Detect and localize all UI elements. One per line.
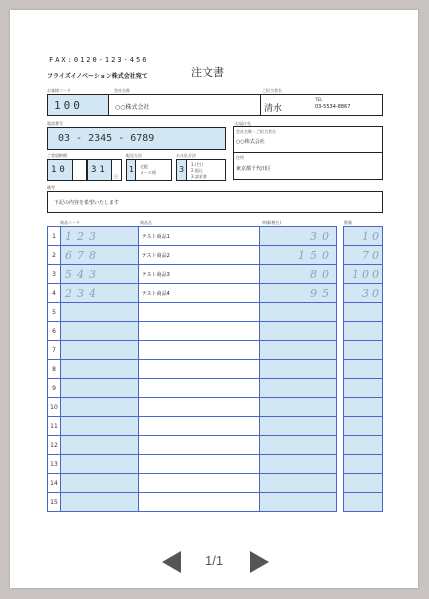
- table-row: [344, 474, 383, 493]
- price-value: 95: [310, 286, 334, 300]
- price-value: [334, 306, 336, 319]
- name-value: [139, 405, 142, 411]
- table-row: [344, 246, 383, 265]
- shipping-number: 1: [129, 165, 135, 174]
- addressee: フライズイノベーション株式会社宛て: [47, 73, 148, 80]
- code-cell: [60, 322, 138, 341]
- name-cell: [138, 398, 259, 417]
- price-value: 80: [310, 267, 334, 281]
- price-value: 30: [310, 229, 334, 243]
- code-value: [61, 439, 65, 452]
- date-month-value: 10: [51, 165, 68, 175]
- qty-cell: [344, 398, 383, 417]
- items-table-body: [48, 227, 337, 512]
- name-cell: [138, 322, 259, 341]
- col-header-code: 商品コード: [60, 220, 80, 225]
- delivery-company-label: 会社名称・ご担当者名: [236, 129, 276, 134]
- table-row: [344, 265, 383, 284]
- qty-cell: [344, 493, 383, 512]
- table-row: [48, 227, 337, 246]
- table-row: [48, 398, 337, 417]
- code-value: 123: [64, 229, 101, 243]
- name-value: [139, 443, 142, 449]
- table-row: [344, 284, 383, 303]
- table-row: [344, 379, 383, 398]
- price-cell: [260, 360, 337, 379]
- triangle-left-icon[interactable]: [162, 551, 181, 573]
- row-number: 10: [48, 398, 61, 417]
- document-title: 注文書: [191, 66, 224, 79]
- qty-table-body: [344, 227, 383, 512]
- price-value: [334, 458, 336, 471]
- shipping-option: メール便: [140, 170, 156, 175]
- name-cell: [138, 265, 259, 284]
- code-cell: [60, 493, 138, 512]
- code-cell: [60, 455, 138, 474]
- date-month-field: [47, 159, 73, 181]
- qty-cell: [344, 227, 383, 246]
- company-value: ○○株式会社: [115, 104, 150, 111]
- qty-cell: [344, 360, 383, 379]
- page-indicator: 1/1: [205, 553, 224, 568]
- delivery-divider: [234, 152, 382, 153]
- code-value: [61, 306, 65, 319]
- price-value: [334, 344, 336, 357]
- note-value: 下記の内容を希望いたします: [54, 200, 120, 206]
- name-value: [139, 367, 142, 373]
- address-label: 住所: [236, 155, 244, 160]
- name-value: [139, 386, 142, 392]
- person-value: 清水: [264, 104, 283, 114]
- price-cell: [260, 417, 337, 436]
- price-cell: [260, 493, 337, 512]
- price-cell: [260, 436, 337, 455]
- price-value: 150: [298, 248, 334, 262]
- document-page: [10, 10, 418, 588]
- col-header-qty: 数量: [344, 220, 352, 225]
- customer-code-value: 100: [54, 99, 83, 112]
- table-row: [344, 455, 383, 474]
- name-cell: [138, 455, 259, 474]
- items-table: [47, 226, 337, 512]
- code-value: [61, 363, 65, 376]
- row-number: 4: [48, 284, 61, 303]
- table-row: [344, 398, 383, 417]
- price-value: [334, 363, 336, 376]
- order-phone-value: 03 - 2345 - 6789: [58, 133, 155, 144]
- table-row: [344, 303, 383, 322]
- price-cell: [260, 284, 337, 303]
- row-number: 2: [48, 246, 61, 265]
- payment-label: お支払方法: [176, 153, 196, 158]
- row-number: 7: [48, 341, 61, 360]
- code-value: 543: [64, 267, 101, 281]
- price-value: [334, 325, 336, 338]
- qty-cell: [344, 455, 383, 474]
- table-row: [48, 265, 337, 284]
- code-value: [61, 325, 65, 338]
- code-cell: [60, 227, 138, 246]
- qty-cell: [344, 303, 383, 322]
- code-value: [61, 344, 65, 357]
- price-value: [334, 496, 336, 509]
- payment-option: 2.振込: [191, 168, 203, 173]
- table-row: [48, 303, 337, 322]
- payment-number-field: [176, 159, 187, 181]
- table-row: [344, 417, 383, 436]
- price-cell: [260, 265, 337, 284]
- code-cell: [60, 474, 138, 493]
- delivery-box: [233, 126, 383, 180]
- payment-option: 1.代引: [191, 162, 203, 167]
- qty-cell: [344, 284, 383, 303]
- name-cell: [138, 341, 259, 360]
- code-cell: [60, 284, 138, 303]
- name-value: テスト商品4: [141, 290, 170, 297]
- payment-options: [187, 159, 226, 181]
- qty-cell: [344, 341, 383, 360]
- code-cell: [60, 398, 138, 417]
- customer-code-field: [47, 94, 109, 116]
- col-header-name: 商品名: [140, 220, 152, 225]
- row-number: 13: [48, 455, 61, 474]
- page-navigator: [160, 542, 280, 578]
- date-label: ご希望納期: [47, 153, 67, 158]
- payment-option: 3.請求書: [191, 174, 207, 179]
- name-value: テスト商品3: [141, 271, 170, 278]
- name-value: [139, 310, 142, 316]
- fax-number: FAX:0120-123-456: [49, 56, 149, 64]
- customer-code-label: お客様コード: [47, 88, 71, 93]
- row-number: 9: [48, 379, 61, 398]
- code-value: [61, 477, 65, 490]
- table-row: [48, 284, 337, 303]
- qty-cell: [344, 417, 383, 436]
- code-cell: [60, 417, 138, 436]
- name-value: [139, 424, 142, 430]
- table-row: [344, 493, 383, 512]
- row-number: 15: [48, 493, 61, 512]
- date-day-value: 31: [91, 165, 108, 175]
- note-field: [47, 191, 383, 213]
- table-row: [48, 436, 337, 455]
- price-cell: [260, 341, 337, 360]
- table-row: [48, 455, 337, 474]
- name-value: [139, 329, 142, 335]
- table-row: [344, 227, 383, 246]
- price-value: [334, 439, 336, 452]
- table-row: [48, 246, 337, 265]
- shipping-number-field: [126, 159, 136, 181]
- note-label: 備考: [47, 185, 55, 190]
- name-cell: [138, 246, 259, 265]
- table-row: [48, 341, 337, 360]
- code-value: [61, 420, 65, 433]
- month-separator: [73, 159, 87, 181]
- qty-value: 10: [362, 229, 382, 243]
- company-field: [109, 94, 262, 116]
- price-cell: [260, 455, 337, 474]
- row-number: 5: [48, 303, 61, 322]
- name-cell: [138, 493, 259, 512]
- name-value: [139, 348, 142, 354]
- price-value: [334, 401, 336, 414]
- qty-cell: [344, 379, 383, 398]
- name-cell: [138, 284, 259, 303]
- code-value: [61, 401, 65, 414]
- table-row: [48, 360, 337, 379]
- price-cell: [260, 474, 337, 493]
- code-cell: [60, 341, 138, 360]
- payment-number: 3: [179, 165, 185, 174]
- person-label: ご担当者名: [262, 88, 282, 93]
- date-day-field: [87, 159, 112, 181]
- qty-table: [343, 226, 383, 512]
- price-cell: [260, 379, 337, 398]
- code-cell: [60, 379, 138, 398]
- delivery-company-value: ○○株式会社: [236, 139, 265, 145]
- price-cell: [260, 246, 337, 265]
- table-row: [48, 322, 337, 341]
- name-value: テスト商品2: [141, 252, 170, 259]
- name-value: [139, 500, 142, 506]
- price-cell: [260, 322, 337, 341]
- price-value: [334, 420, 336, 433]
- name-cell: [138, 436, 259, 455]
- name-cell: [138, 227, 259, 246]
- qty-value: 30: [362, 286, 382, 300]
- row-number: 11: [48, 417, 61, 436]
- code-value: [61, 496, 65, 509]
- table-row: [48, 417, 337, 436]
- shipping-options: [136, 159, 172, 181]
- address-value: 東京都千代田区: [236, 166, 272, 172]
- shipping-option: 宅配: [140, 164, 148, 169]
- triangle-right-icon[interactable]: [250, 551, 269, 573]
- phone-value: 03-5534-8867: [315, 104, 351, 110]
- table-row: [48, 474, 337, 493]
- code-cell: [60, 436, 138, 455]
- phone-label: TEL: [315, 97, 323, 102]
- name-value: [139, 481, 142, 487]
- order-phone-label: 電話番号: [47, 121, 63, 126]
- price-cell: [260, 398, 337, 417]
- price-cell: [260, 227, 337, 246]
- code-value: 678: [64, 248, 101, 262]
- col-header-price: 単価(税込): [262, 220, 282, 225]
- company-label: 会社名称: [114, 88, 130, 93]
- row-number: 14: [48, 474, 61, 493]
- name-value: テスト商品1: [141, 233, 170, 240]
- shipping-label: 配送方法: [126, 153, 142, 158]
- code-value: 234: [64, 286, 101, 300]
- price-cell: [260, 303, 337, 322]
- code-cell: [60, 246, 138, 265]
- table-row: [48, 379, 337, 398]
- qty-cell: [344, 436, 383, 455]
- qty-cell: [344, 474, 383, 493]
- qty-value: 70: [362, 248, 382, 262]
- row-number: 12: [48, 436, 61, 455]
- order-phone-field: [47, 127, 226, 150]
- name-cell: [138, 303, 259, 322]
- row-number: 8: [48, 360, 61, 379]
- person-field: [260, 94, 383, 116]
- table-row: [344, 360, 383, 379]
- table-row: [344, 436, 383, 455]
- code-cell: [60, 265, 138, 284]
- delivery-label: お届け先: [235, 121, 251, 126]
- name-cell: [138, 474, 259, 493]
- qty-cell: [344, 246, 383, 265]
- code-value: [61, 382, 65, 395]
- row-number: 6: [48, 322, 61, 341]
- qty-cell: [344, 265, 383, 284]
- date-unit-box: [112, 159, 122, 181]
- row-number: 1: [48, 227, 61, 246]
- name-value: [139, 462, 142, 468]
- price-value: [334, 477, 336, 490]
- date-unit: 日: [114, 174, 118, 179]
- qty-value: 100: [352, 267, 382, 281]
- price-value: [334, 382, 336, 395]
- name-cell: [138, 379, 259, 398]
- table-row: [48, 493, 337, 512]
- code-cell: [60, 303, 138, 322]
- table-row: [344, 322, 383, 341]
- name-cell: [138, 360, 259, 379]
- row-number: 3: [48, 265, 61, 284]
- code-value: [61, 458, 65, 471]
- table-row: [344, 341, 383, 360]
- name-cell: [138, 417, 259, 436]
- qty-cell: [344, 322, 383, 341]
- code-cell: [60, 360, 138, 379]
